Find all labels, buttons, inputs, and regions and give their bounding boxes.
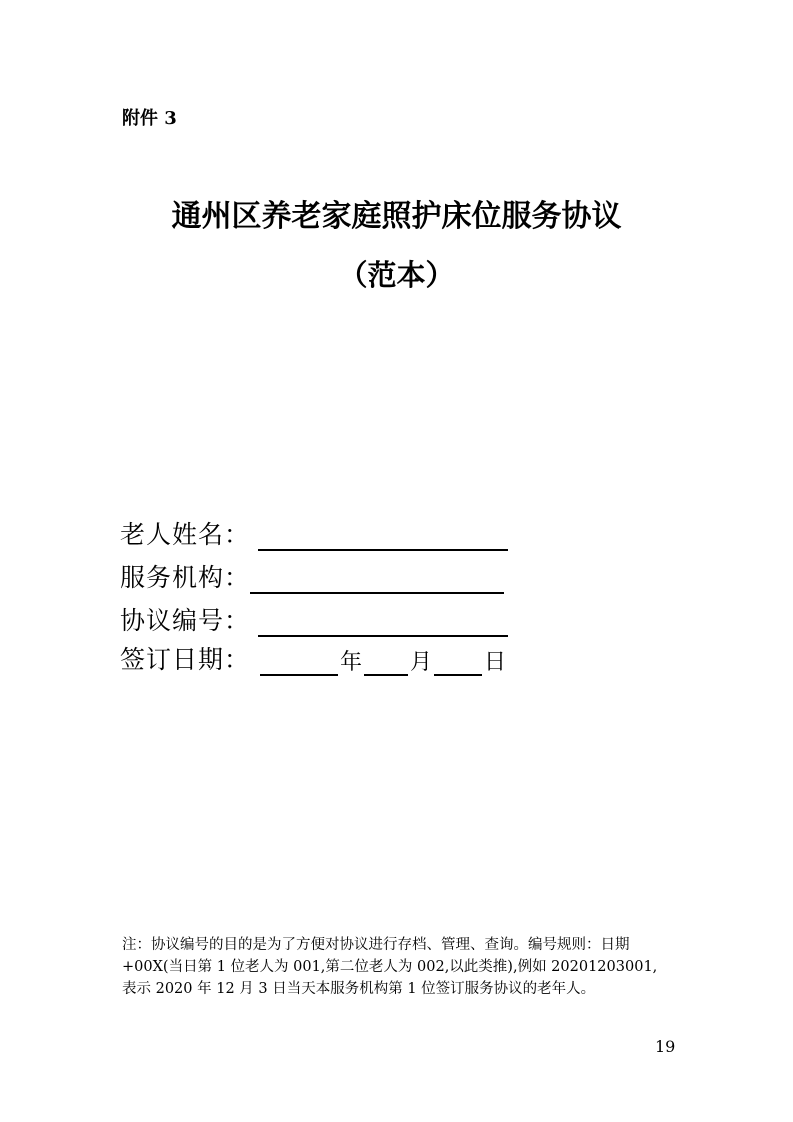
page-number: 19 xyxy=(655,1037,676,1056)
footnote-line-2: +00X(当日第 1 位老人为 001,第二位老人为 002,以此类推),例如 20201203001, xyxy=(122,959,658,975)
elder-name-row xyxy=(120,517,508,551)
service-institution-field[interactable] xyxy=(250,562,504,594)
attachment-label: 附件 3 xyxy=(122,108,177,129)
signing-date-label: 签订日期： xyxy=(120,645,251,674)
day-unit-label: 日 xyxy=(484,650,507,675)
document-title: 通州区养老家庭照护床位服务协议 xyxy=(171,199,622,234)
elder-name-field[interactable] xyxy=(258,519,508,551)
agreement-number-field[interactable] xyxy=(258,605,508,637)
signing-date-row xyxy=(120,642,508,676)
year-unit-label: 年 xyxy=(340,650,363,675)
service-institution-label: 服务机构： xyxy=(120,563,251,592)
agreement-number-row xyxy=(120,603,508,637)
signing-year-field[interactable] xyxy=(260,644,338,676)
footnote-line-3: 表示 2020 年 12 月 3 日当天本服务机构第 1 位签订服务协议的老年人。 xyxy=(122,981,596,997)
document-subtitle: （范本） xyxy=(338,258,455,292)
signing-month-field[interactable] xyxy=(364,644,408,676)
elder-name-label: 老人姓名： xyxy=(120,520,251,549)
service-institution-row xyxy=(120,560,504,594)
agreement-number-label: 协议编号： xyxy=(120,606,251,635)
month-unit-label: 月 xyxy=(410,650,433,675)
footnote-line-1: 注：协议编号的目的是为了方便对协议进行存档、管理、查询。编号规则：日期 xyxy=(122,937,630,953)
footnote xyxy=(122,934,682,1000)
signing-day-field[interactable] xyxy=(434,644,482,676)
